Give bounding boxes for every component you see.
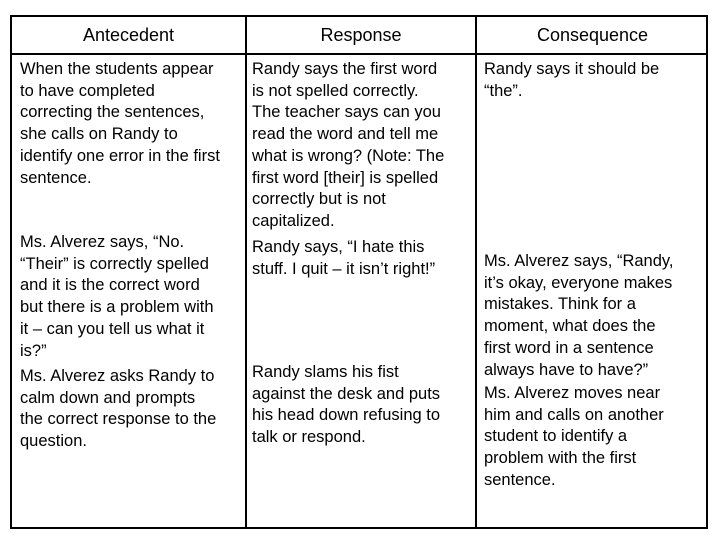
cell-line: him and calls on another — [484, 405, 664, 424]
cell-line: Ms. Alverez moves near — [484, 384, 661, 402]
cell-line: stuff. I quit – it isn’t right!” — [252, 259, 436, 278]
cell-line: problem with the first — [484, 449, 637, 468]
cell-line: but there is a problem with — [20, 298, 214, 317]
table-header-row — [12, 17, 706, 55]
cell-line: Randy says, “I hate this — [252, 238, 425, 256]
cell-line: first word [their] is spelled — [252, 168, 439, 187]
cell-line: Ms. Alverez says, “Randy, — [484, 252, 674, 270]
cell-line: Randy slams his fist — [252, 363, 399, 381]
column-divider — [475, 17, 477, 527]
cell-line: student to identify a — [484, 427, 628, 446]
cell-line: correctly but is not — [252, 190, 386, 209]
cell-line: mistakes. Think for a — [484, 295, 636, 314]
cell-line: correcting the sentences, — [20, 103, 205, 122]
consequence-cell-3 — [484, 383, 664, 492]
cell-line: When the students appear — [20, 60, 214, 78]
response-cell-2 — [252, 237, 435, 280]
cell-line: capitalized. — [252, 211, 335, 230]
cell-line: question. — [20, 432, 87, 451]
cell-line: moment, what does the — [484, 317, 656, 336]
antecedent-cell-1 — [20, 59, 220, 189]
header-consequence: Consequence — [536, 25, 649, 45]
column-divider — [245, 17, 247, 527]
response-cell-3 — [252, 362, 440, 449]
cell-line: sentence. — [20, 168, 92, 187]
abc-table — [10, 15, 708, 529]
cell-line: his head down refusing to — [252, 406, 441, 425]
cell-line: read the word and tell me — [252, 125, 439, 144]
cell-line: Ms. Alverez asks Randy to — [20, 367, 215, 385]
header-antecedent: Antecedent — [82, 25, 175, 45]
cell-line: to have completed — [20, 81, 155, 100]
cell-line: against the desk and puts — [252, 384, 441, 403]
cell-line: Randy says the first word — [252, 60, 438, 78]
cell-line: identify one error in the first — [20, 146, 220, 165]
cell-line: calm down and prompts — [20, 388, 196, 407]
antecedent-cell-2 — [20, 232, 214, 362]
cell-line: first word in a sentence — [484, 338, 654, 357]
cell-line: sentence. — [484, 470, 556, 489]
consequence-cell-1 — [484, 59, 659, 102]
response-cell-1 — [252, 59, 444, 233]
cell-line: the correct response to the — [20, 410, 217, 429]
cell-line: it’s okay, everyone makes — [484, 273, 673, 292]
cell-line: always have to have?” — [484, 360, 649, 379]
consequence-cell-2 — [484, 251, 674, 381]
cell-line: it – can you tell us what it — [20, 319, 205, 338]
header-response: Response — [320, 25, 402, 45]
cell-line: is?” — [20, 341, 47, 360]
cell-line: talk or respond. — [252, 428, 366, 447]
cell-line: Randy says it should be — [484, 60, 660, 78]
antecedent-cell-3 — [20, 366, 216, 453]
cell-line: and it is the correct word — [20, 276, 200, 295]
cell-line: Ms. Alverez says, “No. — [20, 233, 185, 251]
cell-line: “Their” is correctly spelled — [20, 254, 209, 273]
cell-line: The teacher says can you — [252, 103, 441, 122]
cell-line: is not spelled correctly. — [252, 81, 419, 100]
cell-line: what is wrong? (Note: The — [252, 146, 445, 165]
cell-line: “the”. — [484, 81, 523, 100]
cell-line: she calls on Randy to — [20, 125, 178, 144]
